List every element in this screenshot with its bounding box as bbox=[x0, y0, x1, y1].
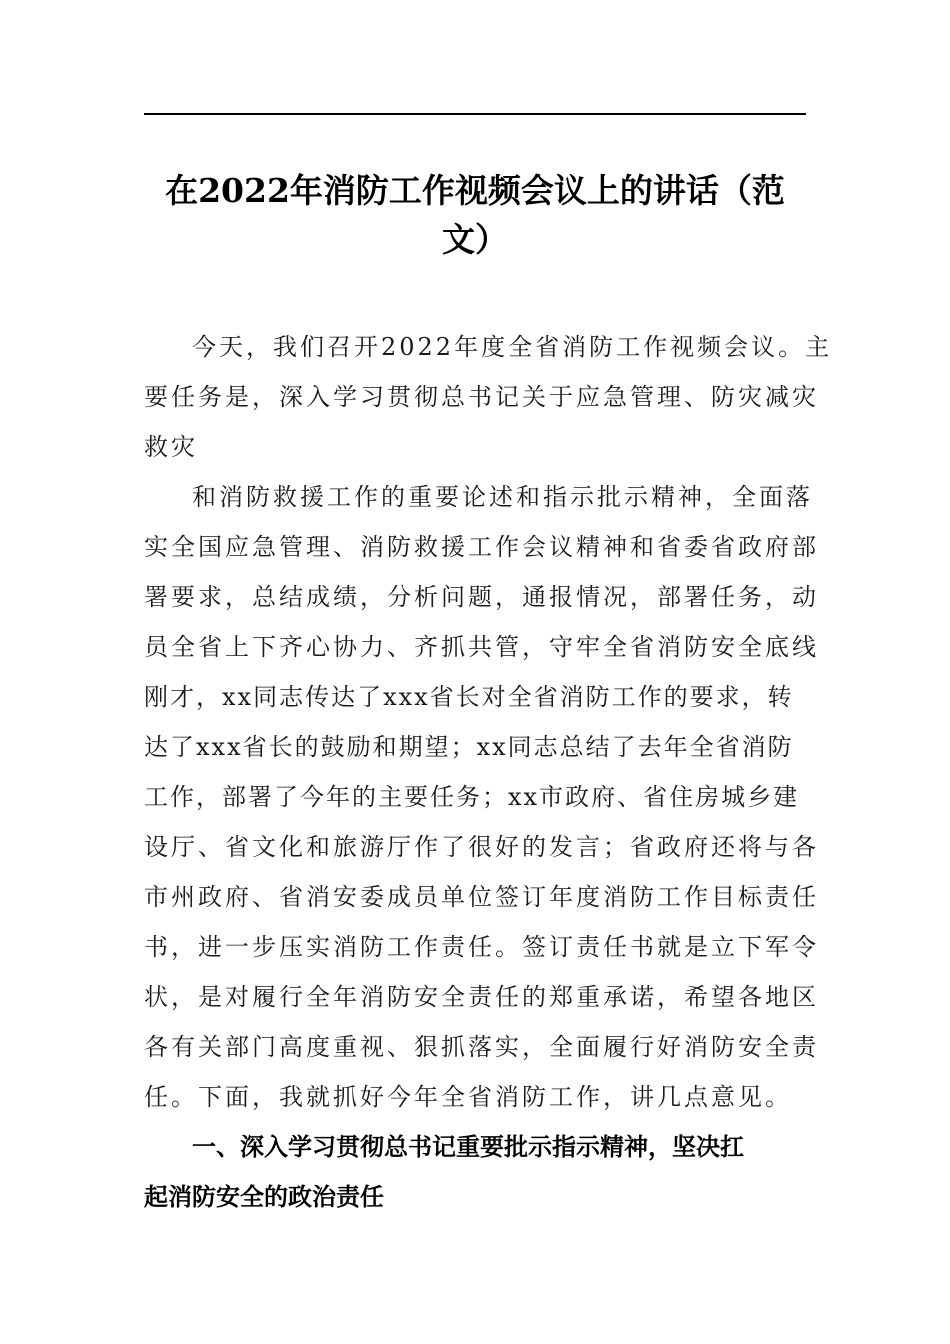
text-line: 实全国应急管理、消防救援工作会议精神和省委省政府部 bbox=[144, 533, 819, 561]
text-line: 和消防救援工作的重要论述和指示批示精神，全面落 bbox=[192, 483, 813, 511]
document-title bbox=[144, 166, 806, 264]
text-line: 刚才，xx同志传达了xxx省长对全省消防工作的要求，转 bbox=[144, 683, 794, 711]
text-line: 状，是对履行全年消防安全责任的郑重承诺，希望各地区 bbox=[144, 983, 819, 1011]
heading-line: 一、深入学习贯彻总书记重要批示指示精神，坚决扛 bbox=[192, 1133, 744, 1161]
header-rule bbox=[144, 113, 806, 115]
text-line: 市州政府、省消安委成员单位签订年度消防工作目标责任 bbox=[144, 883, 819, 911]
text-line: 救灾 bbox=[144, 433, 198, 461]
text-line: 各有关部门高度重视、狠抓落实，全面履行好消防安全责 bbox=[144, 1033, 819, 1061]
paragraph-2 bbox=[144, 472, 819, 1122]
text-line: 书，进一步压实消防工作责任。签订责任书就是立下军令 bbox=[144, 933, 819, 961]
heading-line: 起消防安全的政治责任 bbox=[144, 1183, 384, 1211]
section-heading-1 bbox=[144, 1122, 806, 1222]
text-line: 达了xxx省长的鼓励和期望；xx同志总结了去年全省消防 bbox=[144, 733, 794, 761]
title-line-2: 文） bbox=[442, 220, 508, 259]
text-line: 员全省上下齐心协力、齐抓共管，守牢全省消防安全底线 bbox=[144, 633, 819, 661]
paragraph-1 bbox=[144, 322, 833, 472]
text-line: 任。下面，我就抓好今年全省消防工作，讲几点意见。 bbox=[144, 1083, 792, 1111]
title-line-1: 在2022年消防工作视频会议上的讲话（范 bbox=[165, 171, 785, 210]
document-body bbox=[144, 322, 833, 1222]
text-line: 署要求，总结成绩，分析问题，通报情况，部署任务，动 bbox=[144, 583, 819, 611]
text-line: 设厅、省文化和旅游厅作了很好的发言；省政府还将与各 bbox=[144, 833, 819, 861]
text-line: 今天，我们召开2022年度全省消防工作视频会议。主 bbox=[192, 333, 833, 361]
text-line: 工作，部署了今年的主要任务；xx市政府、省住房城乡建 bbox=[144, 783, 800, 811]
text-line: 要任务是，深入学习贯彻总书记关于应急管理、防灾减灾 bbox=[144, 383, 819, 411]
